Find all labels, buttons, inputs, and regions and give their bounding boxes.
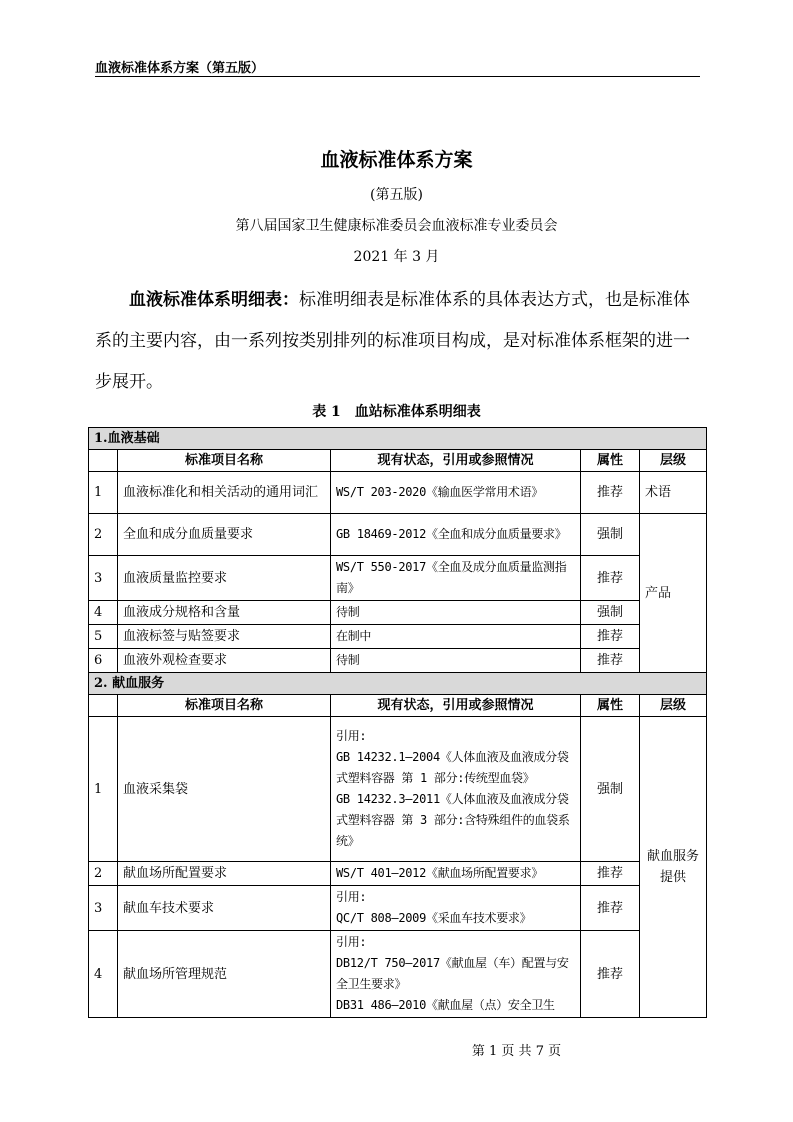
- standard-name: 献血场所配置要求: [118, 862, 331, 886]
- standard-name: 血液标签与贴签要求: [118, 625, 331, 649]
- header-cell-attr: 属性: [581, 695, 640, 717]
- standard-name: 血液外观检查要求: [118, 649, 331, 673]
- status-line: 在制中: [336, 629, 372, 643]
- header-cell-num: [89, 695, 118, 717]
- row-number: 3: [89, 556, 118, 601]
- status-cell: [331, 556, 581, 601]
- status-line: 引用:: [336, 890, 367, 904]
- status-line: DB12/T 750—2017《献血屋（车）配置与安全卫生要求》: [336, 956, 569, 991]
- attribute-cell: 推荐: [581, 862, 640, 886]
- row-number: 1: [89, 717, 118, 862]
- header-cell-attr: 属性: [581, 450, 640, 472]
- header-cell-status: 现有状态，引用或参照情况: [331, 450, 581, 472]
- attribute-cell: 强制: [581, 514, 640, 556]
- table-row: [89, 601, 707, 625]
- status-cell: [331, 625, 581, 649]
- row-number: 4: [89, 601, 118, 625]
- section-title: 1.血液基础: [89, 428, 707, 450]
- standard-name: 献血车技术要求: [118, 886, 331, 931]
- status-line: 待制: [336, 605, 360, 619]
- intro-paragraph: [95, 280, 700, 403]
- header-cell-name: 标准项目名称: [118, 450, 331, 472]
- level-cell: 献血服务提供: [640, 717, 707, 1018]
- header-rule: [95, 76, 700, 77]
- standard-name: 血液标准化和相关活动的通用词汇: [118, 472, 331, 514]
- row-number: 5: [89, 625, 118, 649]
- standards-table: [88, 427, 707, 1018]
- header-cell-num: [89, 450, 118, 472]
- attribute-cell: 推荐: [581, 886, 640, 931]
- status-line: GB 18469-2012《全血和成分血质量要求》: [336, 527, 567, 541]
- row-number: 2: [89, 514, 118, 556]
- running-header: 血液标准体系方案（第五版）: [95, 61, 265, 76]
- status-cell: [331, 862, 581, 886]
- row-number: 3: [89, 886, 118, 931]
- intro-lead: 血液标准体系明细表：: [129, 290, 299, 310]
- table-row: [89, 625, 707, 649]
- standard-name: 献血场所管理规范: [118, 931, 331, 1018]
- status-line: QC/T 808—2009《采血车技术要求》: [336, 911, 532, 925]
- attribute-cell: 推荐: [581, 472, 640, 514]
- status-cell: [331, 886, 581, 931]
- table-row: [89, 556, 707, 601]
- status-cell: [331, 931, 581, 1018]
- status-line: 待制: [336, 653, 360, 667]
- status-cell: [331, 717, 581, 862]
- status-line: WS/T 550-2017《全血及成分血质量监测指南》: [336, 560, 567, 595]
- status-line: DB31 486—2010《献血屋（点）安全卫生: [336, 998, 555, 1012]
- table-row: [89, 514, 707, 556]
- status-line: GB 14232.3—2011《人体血液及血液成分袋式塑料容器 第 3 部分:含特殊组件的血袋系统》: [336, 792, 570, 848]
- attribute-cell: 推荐: [581, 625, 640, 649]
- table-row: [89, 862, 707, 886]
- row-number: 6: [89, 649, 118, 673]
- standard-name: 血液成分规格和含量: [118, 601, 331, 625]
- header-cell-name: 标准项目名称: [118, 695, 331, 717]
- status-cell: [331, 514, 581, 556]
- table-header-row: [89, 450, 707, 472]
- header-cell-level: 层级: [640, 450, 707, 472]
- table-row: [89, 886, 707, 931]
- standard-name: 全血和成分血质量要求: [118, 514, 331, 556]
- attribute-cell: 推荐: [581, 931, 640, 1018]
- table-caption: 表 1 血站标准体系明细表: [312, 404, 481, 420]
- attribute-cell: 强制: [581, 601, 640, 625]
- row-number: 1: [89, 472, 118, 514]
- publish-date: 2021 年 3 月: [353, 249, 440, 265]
- intro-text: 标准明细表是标准体系的具体表达方式，也是标准体系的主要内容，由一系列按类别排列的标准项目构成，是对标准体系框架的进一步展开。: [95, 290, 690, 392]
- status-line: WS/T 401—2012《献血场所配置要求》: [336, 866, 544, 880]
- status-cell: [331, 472, 581, 514]
- standard-name: 血液采集袋: [118, 717, 331, 862]
- status-line: WS/T 203-2020《输血医学常用术语》: [336, 485, 544, 499]
- page-number: 第 1 页 共 7 页: [471, 1044, 562, 1059]
- section-title: 2. 献血服务: [89, 673, 707, 695]
- header-cell-status: 现有状态，引用或参照情况: [331, 695, 581, 717]
- standard-name: 血液质量监控要求: [118, 556, 331, 601]
- attribute-cell: 推荐: [581, 556, 640, 601]
- row-number: 4: [89, 931, 118, 1018]
- edition: (第五版): [370, 187, 423, 203]
- header-cell-level: 层级: [640, 695, 707, 717]
- status-line: 引用:: [336, 729, 367, 743]
- status-line: 引用:: [336, 935, 367, 949]
- table-row: [89, 717, 707, 862]
- status-cell: [331, 601, 581, 625]
- table-row: [89, 649, 707, 673]
- level-cell: 术语: [640, 472, 707, 514]
- document-title: 血液标准体系方案: [320, 149, 473, 171]
- attribute-cell: 强制: [581, 717, 640, 862]
- status-cell: [331, 649, 581, 673]
- table-row: [89, 931, 707, 1018]
- table-header-row: [89, 695, 707, 717]
- committee-name: 第八届国家卫生健康标准委员会血液标准专业委员会: [235, 218, 558, 234]
- level-cell: 产品: [640, 514, 707, 673]
- status-line: GB 14232.1—2004《人体血液及血液成分袋式塑料容器 第 1 部分:传统型血袋》: [336, 750, 569, 785]
- table-row: [89, 472, 707, 514]
- section-header-row: [89, 428, 707, 450]
- section-header-row: [89, 673, 707, 695]
- attribute-cell: 推荐: [581, 649, 640, 673]
- row-number: 2: [89, 862, 118, 886]
